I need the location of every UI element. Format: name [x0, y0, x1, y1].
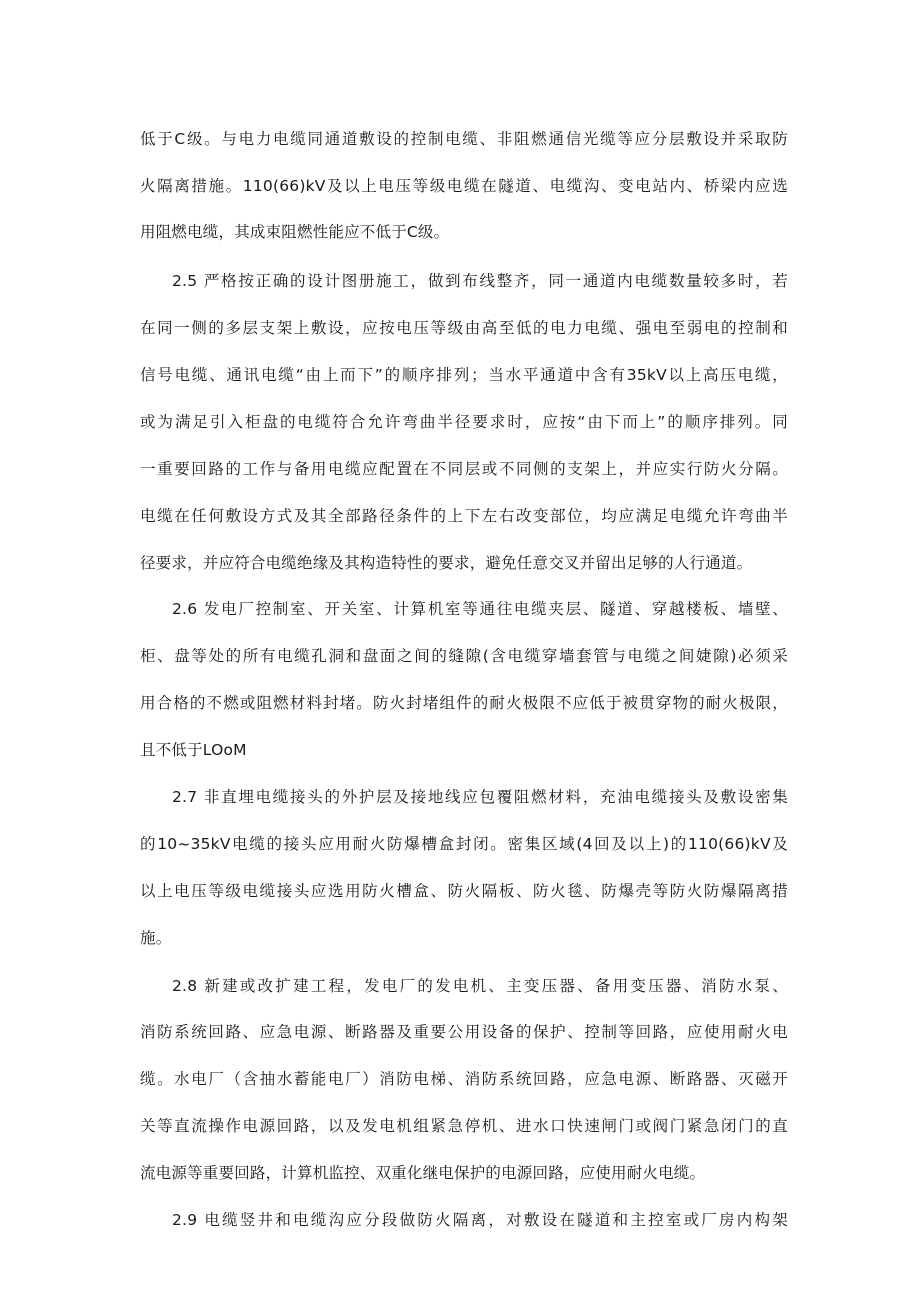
text-line: 关等直流操作电源回路，以及发电机组紧急停机、进水口快速闸门或阀门紧急闭门的直 [140, 1117, 788, 1135]
text-line: 一重要回路的工作与备用电缆应配置在不同层或不同侧的支架上，并应实行防火分隔。 [140, 460, 788, 478]
text-line: 2.9 电缆竖井和电缆沟应分段做防火隔离，对敷设在隧道和主控室或厂房内构架 [172, 1211, 788, 1229]
text-line: 柜、盘等处的所有电缆孔洞和盘面之间的缝隙(含电缆穿墙套管与电缆之间婕隙)必须采 [140, 647, 788, 665]
text-line: 低于C级。与电力电缆同通道敷设的控制电缆、非阻燃通信光缆等应分层敷设并采取防 [140, 130, 788, 148]
text-line: 用合格的不燃或阻燃材料封堵。防火封堵组件的耐火极限不应低于被贯穿物的耐火极限， [140, 694, 788, 712]
text-line: 或为满足引入柜盘的电缆符合允许弯曲半径要求时，应按“由下而上”的顺序排列。同 [140, 413, 788, 431]
text-line: 径要求，并应符合电缆绝缘及其构造特性的要求，避免任意交叉并留出足够的人行通道。 [140, 554, 753, 572]
text-line: 2.6 发电厂控制室、开关室、计算机室等通往电缆夹层、隧道、穿越楼板、墙壁、 [172, 600, 788, 618]
text-line: 的10~35kV电缆的接头应用耐火防爆槽盒封闭。密集区域(4回及以上)的110(66)kV及 [140, 835, 788, 853]
text-line: 在同一侧的多层支架上敷设，应按电压等级由高至低的电力电缆、强电至弱电的控制和 [140, 319, 788, 337]
text-line: 电缆在任何敷设方式及其全部路径条件的上下左右改变部位，均应满足电缆允许弯曲半 [140, 507, 788, 525]
text-line: 施。 [140, 929, 172, 947]
text-line: 2.7 非直埋电缆接头的外护层及接地线应包覆阻燃材料，充油电缆接头及敷设密集 [172, 788, 788, 806]
text-line: 流电源等重要回路，计算机监控、双重化继电保护的电源回路，应使用耐火电缆。 [140, 1164, 706, 1182]
text-line: 信号电缆、通讯电缆“由上而下”的顺序排列；当水平通道中含有35kV以上高压电缆， [140, 366, 788, 384]
text-line: 火隔离措施。110(66)kV及以上电压等级电缆在隧道、电缆沟、变电站内、桥梁内应选 [140, 177, 788, 195]
text-line: 用阻燃电缆，其成束阻燃性能应不低于C级。 [140, 223, 450, 241]
text-line: 以上电压等级电缆接头应选用防火槽盒、防火隔板、防火毯、防爆壳等防火防爆隔离措 [140, 882, 788, 900]
text-line: 消防系统回路、应急电源、断路器及重要公用设备的保护、控制等回路，应使用耐火电 [140, 1023, 788, 1041]
text-line: 缆。水电厂（含抽水蓄能电厂）消防电梯、消防系统回路，应急电源、断路器、灭磁开 [140, 1070, 788, 1088]
text-line: 2.5 严格按正确的设计图册施工，做到布线整齐，同一通道内电缆数量较多时，若 [172, 272, 788, 290]
text-line: 且不低于LOoM [140, 741, 247, 759]
text-line: 2.8 新建或改扩建工程，发电厂的发电机、主变压器、备用变压器、消防水泵、 [172, 977, 788, 995]
